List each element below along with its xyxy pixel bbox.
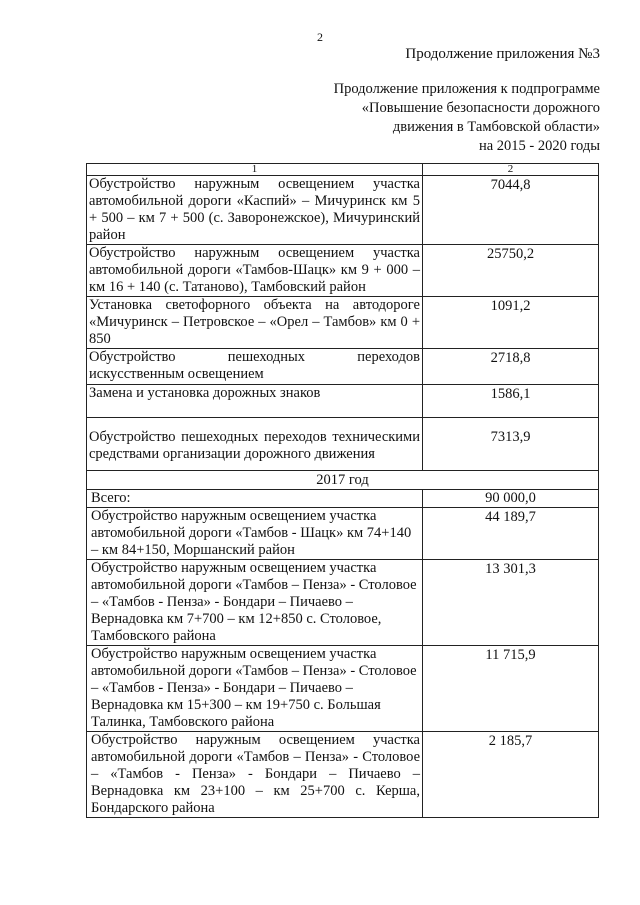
subtitle-line-1: Продолжение приложения к подпрограмме bbox=[333, 81, 600, 97]
row-description: Обустройство наружным освещением участка автомобильной дороги «Тамбов – Пенза» - Столовое – «Тамбов - Пенза» - Бондари – Пичаево – Вернадовка км 15+300 – км 19+750 с. Большая Талинка, Тамбовского района bbox=[87, 646, 423, 732]
row-description: Обустройство пешеходных переходов искусственным освещением bbox=[87, 349, 423, 385]
total-row bbox=[87, 490, 599, 508]
total-value: 90 000,0 bbox=[485, 490, 536, 506]
table-row bbox=[87, 245, 599, 297]
row-value: 11 715,9 bbox=[485, 647, 536, 663]
table-row bbox=[87, 508, 599, 560]
table-row bbox=[87, 732, 599, 818]
row-description: Обустройство наружным освещением участка автомобильной дороги «Тамбов – Пенза» - Столовое – «Тамбов - Пенза» - Бондари – Пичаево – Вернадовка км 7+700 – км 12+850 с. Столовое, Тамбовского района bbox=[87, 560, 423, 646]
page-number: 2 bbox=[317, 30, 323, 44]
table-row bbox=[87, 646, 599, 732]
row-value: 7044,8 bbox=[490, 177, 531, 193]
row-description: Обустройство пешеходных переходов техническими средствами организации дорожного движения bbox=[87, 418, 423, 471]
table-row bbox=[87, 418, 599, 471]
total-label: Всего: bbox=[87, 490, 423, 508]
expenses-table bbox=[86, 163, 599, 818]
subtitle-line-2: «Повышение безопасности дорожного bbox=[361, 100, 600, 116]
row-value: 13 301,3 bbox=[485, 561, 536, 577]
row-description: Замена и установка дорожных знаков bbox=[87, 385, 423, 418]
row-description: Установка светофорного объекта на автодороге «Мичуринск – Петровское – «Орел – Тамбов» км 0 + 850 bbox=[87, 297, 423, 349]
row-description: Обустройство наружным освещением участка автомобильной дороги «Тамбов - Шацк» км 74+140 – км 84+150, Моршанский район bbox=[87, 508, 423, 560]
row-description: Обустройство наружным освещением участка автомобильной дороги «Тамбов-Шацк» км 9 + 000 – км 16 + 140 (с. Татаново), Тамбовский район bbox=[87, 245, 423, 297]
row-value: 7313,9 bbox=[490, 429, 531, 445]
table-row bbox=[87, 176, 599, 245]
year-label: 2017 год bbox=[87, 471, 599, 490]
subtitle-line-3: движения в Тамбовской области» bbox=[392, 119, 600, 135]
row-value: 2718,8 bbox=[490, 350, 531, 366]
row-value: 2 185,7 bbox=[488, 733, 533, 749]
subtitle-line-4: на 2015 - 2020 годы bbox=[478, 138, 600, 154]
table-row bbox=[87, 385, 599, 418]
appendix-title: Продолжение приложения №3 bbox=[405, 46, 600, 62]
row-value: 25750,2 bbox=[486, 246, 535, 262]
table-header-row bbox=[87, 164, 599, 176]
year-row bbox=[87, 471, 599, 490]
row-description: Обустройство наружным освещением участка автомобильной дороги «Тамбов – Пенза» - Столовое – «Тамбов - Пенза» - Бондари – Пичаево – Вернадовка км 23+100 – км 25+700 с. Керша, Бондарского района bbox=[87, 732, 423, 818]
column-header-1: 1 bbox=[87, 164, 423, 176]
subtitle bbox=[334, 80, 600, 156]
row-value: 1091,2 bbox=[490, 298, 531, 314]
column-header-2: 2 bbox=[423, 164, 599, 176]
table-row bbox=[87, 349, 599, 385]
row-description: Обустройство наружным освещением участка автомобильной дороги «Каспий» – Мичуринск км 5 + 500 – км 7 + 500 (с. Заворонежское), Мичуринский район bbox=[87, 176, 423, 245]
table-row bbox=[87, 297, 599, 349]
row-value: 1586,1 bbox=[490, 386, 531, 402]
row-value: 44 189,7 bbox=[485, 509, 536, 525]
table-row bbox=[87, 560, 599, 646]
